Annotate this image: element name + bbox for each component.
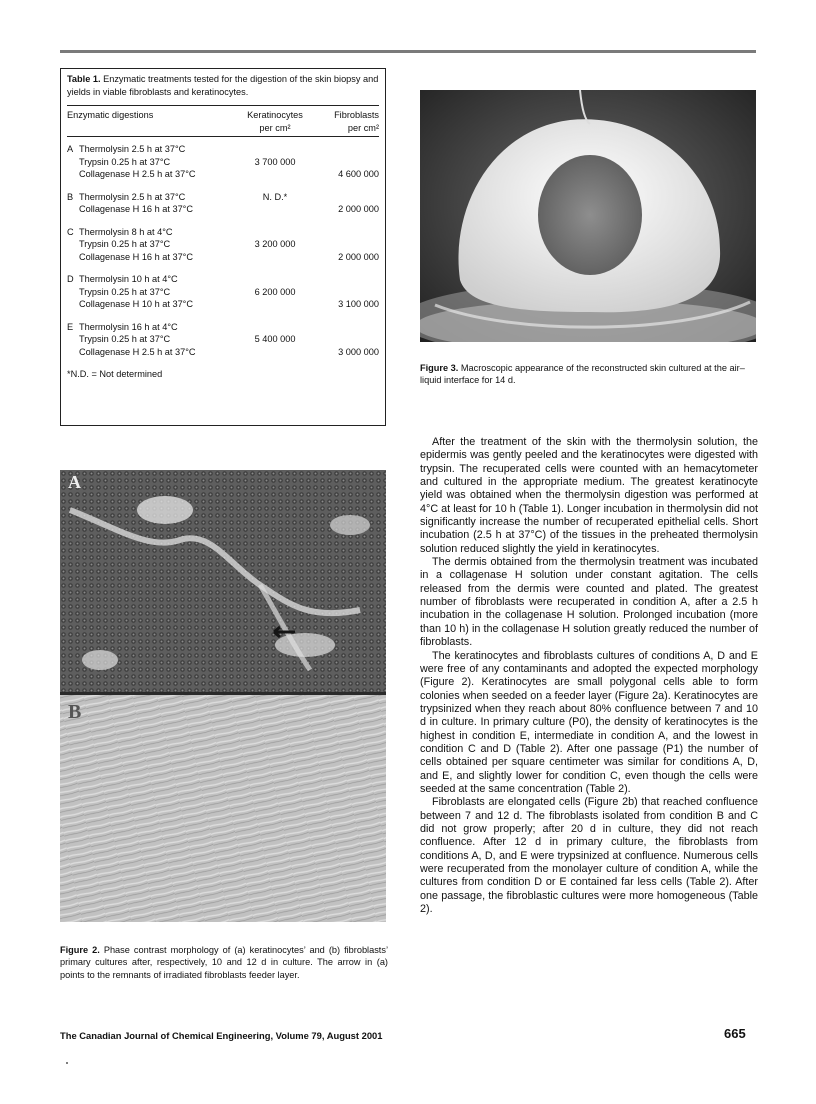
table-row bbox=[67, 346, 379, 359]
treatment-label: Collagenase H 16 h at 37°C bbox=[79, 204, 193, 214]
keratinocytes-value: N. D.* bbox=[262, 191, 288, 202]
page-number: 665 bbox=[724, 1026, 746, 1041]
figure-2-caption-text: Phase contrast morphology of (a) keratinocytes’ and (b) fibroblasts’ primary cultures after, respectively, 10 and 12 d in culture. The arrow in (a) points to the remnants of irradiated fibroblasts feeder layer. bbox=[60, 945, 388, 980]
table-row bbox=[67, 191, 379, 204]
table-row bbox=[67, 203, 379, 216]
condition-letter: D bbox=[67, 274, 74, 284]
treatment-label: Thermolysin 16 h at 4°C bbox=[79, 321, 178, 332]
treatment-label: Trypsin 0.25 h at 37°C bbox=[79, 286, 171, 297]
journal-footer: The Canadian Journal of Chemical Engineering, Volume 79, August 2001 bbox=[60, 1030, 383, 1041]
fibroblasts-value: 3 100 000 bbox=[338, 299, 379, 309]
fibroblasts-value: 2 000 000 bbox=[338, 204, 379, 214]
table-header bbox=[67, 105, 379, 137]
figure-3-label: Figure 3. bbox=[420, 363, 459, 373]
treatment-label: Trypsin 0.25 h at 37°C bbox=[79, 334, 171, 344]
table-caption bbox=[67, 73, 379, 101]
table-row bbox=[67, 156, 379, 169]
figure-3-caption-text: Macroscopic appearance of the reconstructed skin cultured at the air–liquid interface for 14 d. bbox=[420, 363, 745, 385]
figure-3-photo bbox=[420, 90, 756, 342]
figure-3-caption bbox=[420, 362, 756, 386]
table-row bbox=[67, 251, 379, 264]
body-text-column bbox=[420, 436, 758, 916]
figure-2-panel-a-letter: A bbox=[68, 472, 81, 492]
table-row bbox=[67, 168, 379, 181]
keratinocytes-value: 6 200 000 bbox=[254, 286, 296, 297]
header-rule bbox=[60, 50, 756, 53]
table-group bbox=[67, 321, 379, 359]
table-row bbox=[67, 286, 379, 299]
condition-letter: B bbox=[67, 191, 74, 202]
treatment-label: Trypsin 0.25 h at 37°C bbox=[79, 156, 171, 167]
treatment-label: Collagenase H 2.5 h at 37°C bbox=[79, 169, 196, 179]
table-row bbox=[67, 298, 379, 311]
table-row bbox=[67, 333, 379, 346]
table-row bbox=[67, 238, 379, 251]
treatment-label: Trypsin 0.25 h at 37°C bbox=[79, 239, 171, 249]
treatment-label: Thermolysin 2.5 h at 37°C bbox=[79, 144, 186, 154]
page-mark bbox=[66, 1062, 68, 1064]
fibroblasts-value: 3 000 000 bbox=[338, 346, 379, 357]
figure-2-label: Figure 2. bbox=[60, 945, 100, 955]
keratinocytes-value: 3 700 000 bbox=[254, 156, 296, 167]
fibroblasts-value: 4 600 000 bbox=[338, 169, 379, 179]
table-row bbox=[67, 143, 379, 156]
keratinocytes-value: 3 200 000 bbox=[254, 239, 296, 249]
table-footnote: *N.D. = Not determined bbox=[67, 369, 163, 379]
figure-2-micrographs bbox=[60, 470, 386, 922]
header-enzymatic-digestions: Enzymatic digestions bbox=[67, 110, 154, 120]
fibroblasts-value: 2 000 000 bbox=[338, 251, 379, 262]
header-keratinocytes: Keratinocytes per cm² bbox=[247, 110, 303, 133]
treatment-label: Collagenase H 2.5 h at 37°C bbox=[79, 346, 196, 357]
table-group bbox=[67, 226, 379, 264]
treatment-label: Collagenase H 10 h at 37°C bbox=[79, 299, 193, 309]
table-group bbox=[67, 273, 379, 311]
treatment-label: Collagenase H 16 h at 37°C bbox=[79, 251, 193, 262]
condition-letter: E bbox=[67, 321, 74, 332]
table-group bbox=[67, 191, 379, 216]
keratinocytes-value: 5 400 000 bbox=[254, 334, 296, 344]
table-caption-text: Enzymatic treatments tested for the digestion of the skin biopsy and yields in viable fibroblasts and keratinocytes. bbox=[67, 74, 379, 97]
condition-letter: A bbox=[67, 144, 74, 154]
table-body bbox=[67, 143, 379, 358]
table-row bbox=[67, 273, 379, 286]
body-paragraph: Fibroblasts are elongated cells (Figure 2b) that reached confluence between 7 and 12 d. The fibroblasts isolated from condition B and C did not grow properly; after 20 d in culture, they did not reach confluence. After 12 d in primary culture, the fibroblasts from conditions A, D, and E were trypsinized at confluence. Numerous cells were recuperated from the monolayer culture of condition A, while the cultures from condition D or E contained far less cells (Table 2). After one passage, the fibroblastic cultures were more homogeneous (Table 2). bbox=[420, 796, 758, 916]
body-paragraph: The dermis obtained from the thermolysin treatment was incubated in a collagenase H solution under constant agitation. The cells released from the dermis were counted and plated. The greatest number of fibroblasts were recuperated in condition A, after a 2.5 h incubation in the collagenase H solution. Prolonged incubation (more than 10 h) in the collagenase H solution greatly reduced the number of fibroblasts. bbox=[420, 556, 758, 649]
body-paragraph: After the treatment of the skin with the thermolysin solution, the epidermis was gently peeled and the keratinocytes were digested with trypsin. The recuperated cells were counted with an hemacytometer and cultured in the appropriate medium. The greatest keratinocyte yield was obtained when the thermolysin digestion was performed at 4°C at least for 10 h (Table 1). Longer incubation in thermolysin did not significantly increase the number of recuperated epithelial cells. Short incubation (2.5 h at 37°C) of the tissues in the preheated thermolysin solution reduced slightly the yield in keratinocytes. bbox=[420, 436, 758, 555]
figure-2-panel-b-letter: B bbox=[68, 701, 82, 723]
treatment-label: Thermolysin 10 h at 4°C bbox=[79, 274, 178, 284]
condition-letter: C bbox=[67, 226, 74, 237]
figure-2-caption bbox=[60, 944, 388, 981]
table-row bbox=[67, 226, 379, 239]
treatment-label: Thermolysin 2.5 h at 37°C bbox=[79, 191, 186, 202]
header-fibroblasts: Fibroblasts per cm² bbox=[334, 110, 379, 133]
table-label: Table 1. bbox=[67, 74, 101, 84]
table-row bbox=[67, 321, 379, 334]
table-group bbox=[67, 143, 379, 181]
table-1 bbox=[60, 68, 386, 426]
treatment-label: Thermolysin 8 h at 4°C bbox=[79, 226, 173, 237]
body-paragraph: The keratinocytes and fibroblasts cultures of conditions A, D and E were free of any contaminants and adopted the expected morphology (Figure 2). Keratinocytes are small polygonal cells able to form colonies when seeded on a feeder layer (Figure 2a). Keratinocytes are trypsinized when they reach about 80% confluence between 7 and 10 d in culture. In primary culture (P0), the density of keratinocytes is the highest in condition E, intermediate in condition A, and the lowest in condition C and D (Table 2). After one passage (P1) the number of cells obtained per square centimeter was similar for conditions A, D, and E, and slightly lower for condition C, even though the cells were seeded at the same concentration (Table 2). bbox=[420, 649, 758, 795]
